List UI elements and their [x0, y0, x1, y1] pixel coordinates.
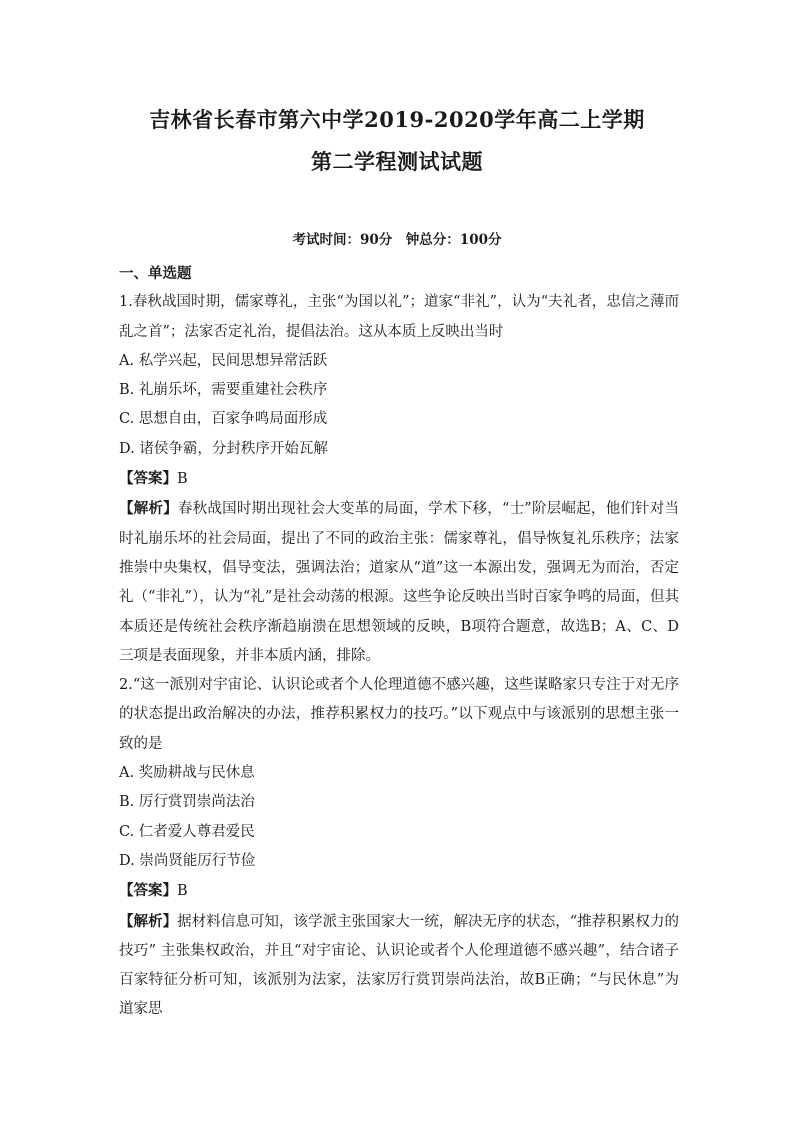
question-1-stem: 1.春秋战国时期，儒家尊礼，主张“为国以礼”；道家“非礼”，认为“夫礼者，忠信之薄而乱之首”；法家否定礼治，提倡法治。这从本质上反映出当时	[119, 294, 679, 340]
question-1-answer	[119, 464, 679, 494]
question-2-answer	[119, 876, 679, 906]
analysis-label: 【解析】	[119, 912, 178, 930]
question-2-analysis	[119, 907, 679, 1025]
section-heading: 一、单选题	[119, 265, 192, 282]
question-1-option-a: A. 私学兴起，民间思想异常活跃	[119, 352, 328, 369]
question-2-option-a: A. 奖励耕战与民休息	[119, 765, 255, 782]
answer-label: 【答案】	[119, 882, 177, 900]
document-body	[119, 259, 679, 1025]
answer-value: B	[177, 883, 188, 900]
analysis-text: 据材料信息可知，该学派主张国家大一统，解决无序的状态，“推荐积累权力的技巧” 主张集权政治，并且“对宇宙论、认识论或者个人伦理道德不感兴趣”，结合诸子百家特征分析可知，该派别为法家，法家厉行赏罚崇尚法治，故B正确；“与民休息”为道家思	[119, 913, 679, 1018]
question-1-analysis	[119, 494, 679, 671]
question-1-option-c: C. 思想自由，百家争鸣局面形成	[119, 411, 328, 428]
document-title-line1: 吉林省长春市第六中学2019-2020学年高二上学期	[149, 107, 645, 132]
analysis-label: 【解析】	[119, 500, 178, 518]
analysis-text: 春秋战国时期出现社会大变革的局面，学术下移，“士”阶层崛起，他们针对当时礼崩乐坏的社会局面，提出了不同的政治主张：儒家尊礼，倡导恢复礼乐秩序；法家推崇中央集权，倡导变法，强调法治；道家从“道”这一本源出发，强调无为而治，否定礼（“非礼”），认为“礼”是社会动荡的根源。这些争论反映出当时百家争鸣的局面，但其本质还是传统社会秩序渐趋崩溃在思想领域的反映，B项符合题意，故选B；A、C、D三项是表面现象，并非本质内涵，排除。	[119, 501, 680, 664]
exam-info: 考试时间：90分 钟总分：100分	[292, 232, 502, 248]
question-1-option-d: D. 诸侯争霸，分封秩序开始瓦解	[119, 440, 328, 457]
question-2-stem: 2.“这一派别对宇宙论、认识论或者个人伦理道德不感兴趣，这些谋略家只专注于对无序的状态提出政治解决的办法，推荐积累权力的技巧。”以下观点中与该派别的思想主张一致的是	[119, 677, 679, 752]
question-1-option-b: B. 礼崩乐坏，需要重建社会秩序	[119, 382, 328, 399]
answer-value: B	[177, 471, 188, 488]
answer-label: 【答案】	[119, 470, 177, 488]
question-2-option-b: B. 厉行赏罚崇尚法治	[119, 794, 255, 811]
question-2-option-c: C. 仁者爱人尊君爱民	[119, 823, 255, 840]
document-title-line2: 第二学程测试试题	[311, 149, 483, 174]
question-2-option-d: D. 崇尚贤能厉行节俭	[119, 852, 256, 869]
